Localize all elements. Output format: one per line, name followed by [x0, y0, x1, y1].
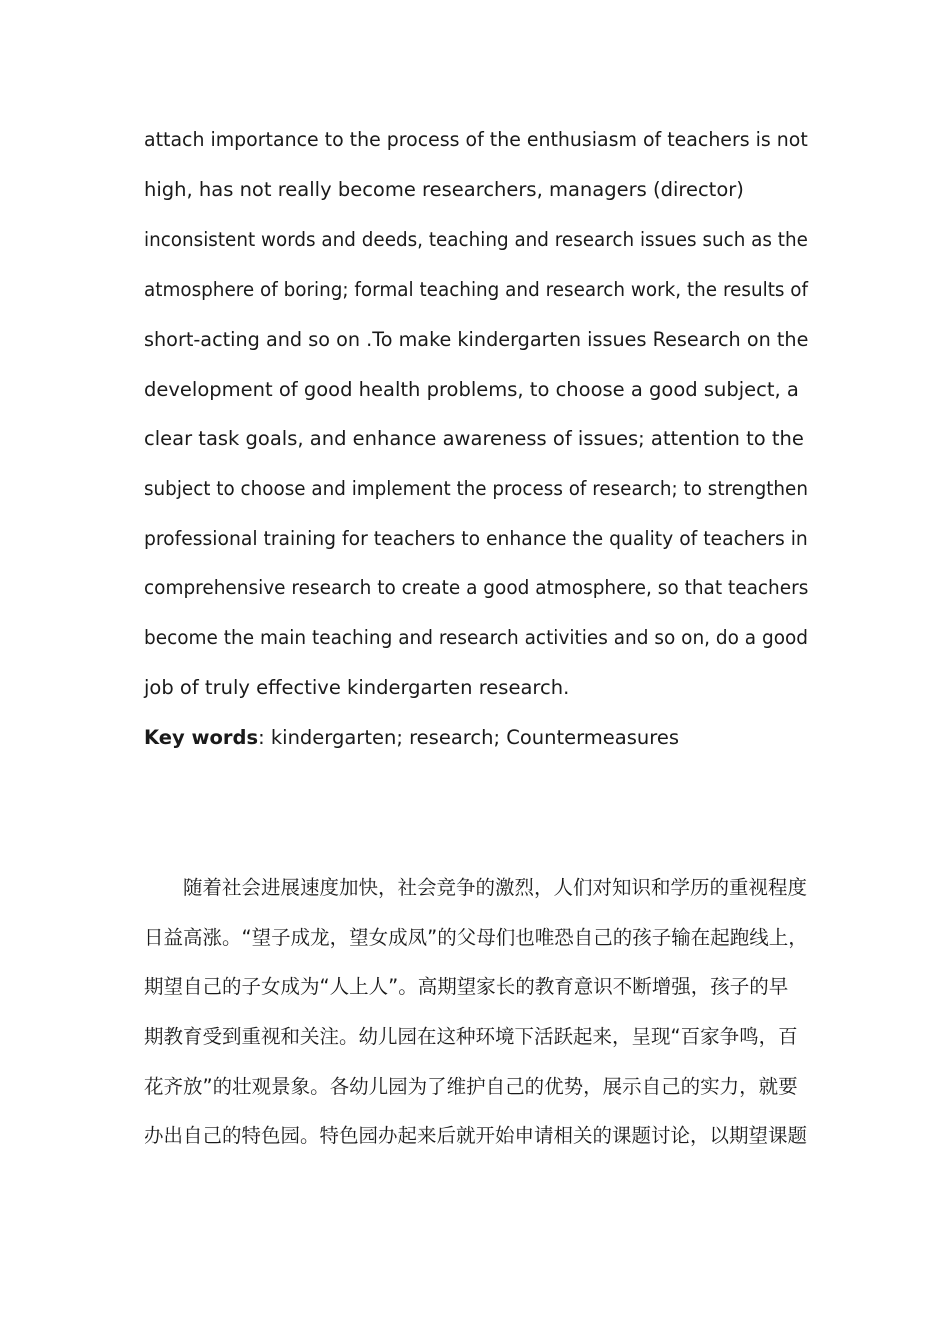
body-paragraph-line: 办出自己的特色园。特色园办起来后就开始申请相关的课题讨论，以期望课题 — [144, 1124, 808, 1147]
abstract-line: short-acting and so on .To make kindergarten issues Research on the — [144, 328, 809, 351]
body-paragraph-line: 随着社会进展速度加快，社会竞争的激烈，人们对知识和学历的重视程度 — [183, 876, 808, 899]
abstract-line: comprehensive research to create a good atmosphere, so that teachers — [144, 576, 809, 599]
keywords-text: : kindergarten; research; Countermeasures — [258, 726, 680, 749]
abstract-line: attach importance to the process of the enthusiasm of teachers is not — [144, 128, 808, 151]
body-paragraph-line: 日益高涨。“望子成龙，望女成凤”的父母们也唯恐自己的孩子输在起跑线上， — [144, 926, 808, 949]
abstract-line: development of good health problems, to choose a good subject, a — [144, 378, 799, 401]
body-paragraph-line: 花齐放”的壮观景象。各幼儿园为了维护自己的优势，展示自己的实力，就要 — [144, 1075, 798, 1098]
abstract-line: professional training for teachers to enhance the quality of teachers in — [144, 527, 808, 550]
keywords-label: Key words — [144, 726, 259, 749]
abstract-line: atmosphere of boring; formal teaching and research work, the results of — [144, 278, 809, 301]
body-paragraph-line: 期望自己的子女成为“人上人”。高期望家长的教育意识不断增强，孩子的早 — [144, 975, 789, 998]
abstract-line: high, has not really become researchers, managers (director) — [144, 178, 744, 201]
abstract-line: become the main teaching and research activities and so on, do a good — [144, 626, 809, 649]
abstract-line: inconsistent words and deeds, teaching and research issues such as the — [144, 228, 808, 251]
keywords-line — [144, 726, 679, 750]
abstract-line: subject to choose and implement the process of research; to strengthen — [144, 477, 808, 500]
abstract-line: job of truly effective kindergarten research. — [144, 676, 570, 699]
abstract-line: clear task goals, and enhance awareness of issues; attention to the — [144, 427, 804, 450]
body-paragraph-line: 期教育受到重视和关注。幼儿园在这种环境下活跃起来，呈现“百家争鸣，百 — [144, 1025, 798, 1048]
